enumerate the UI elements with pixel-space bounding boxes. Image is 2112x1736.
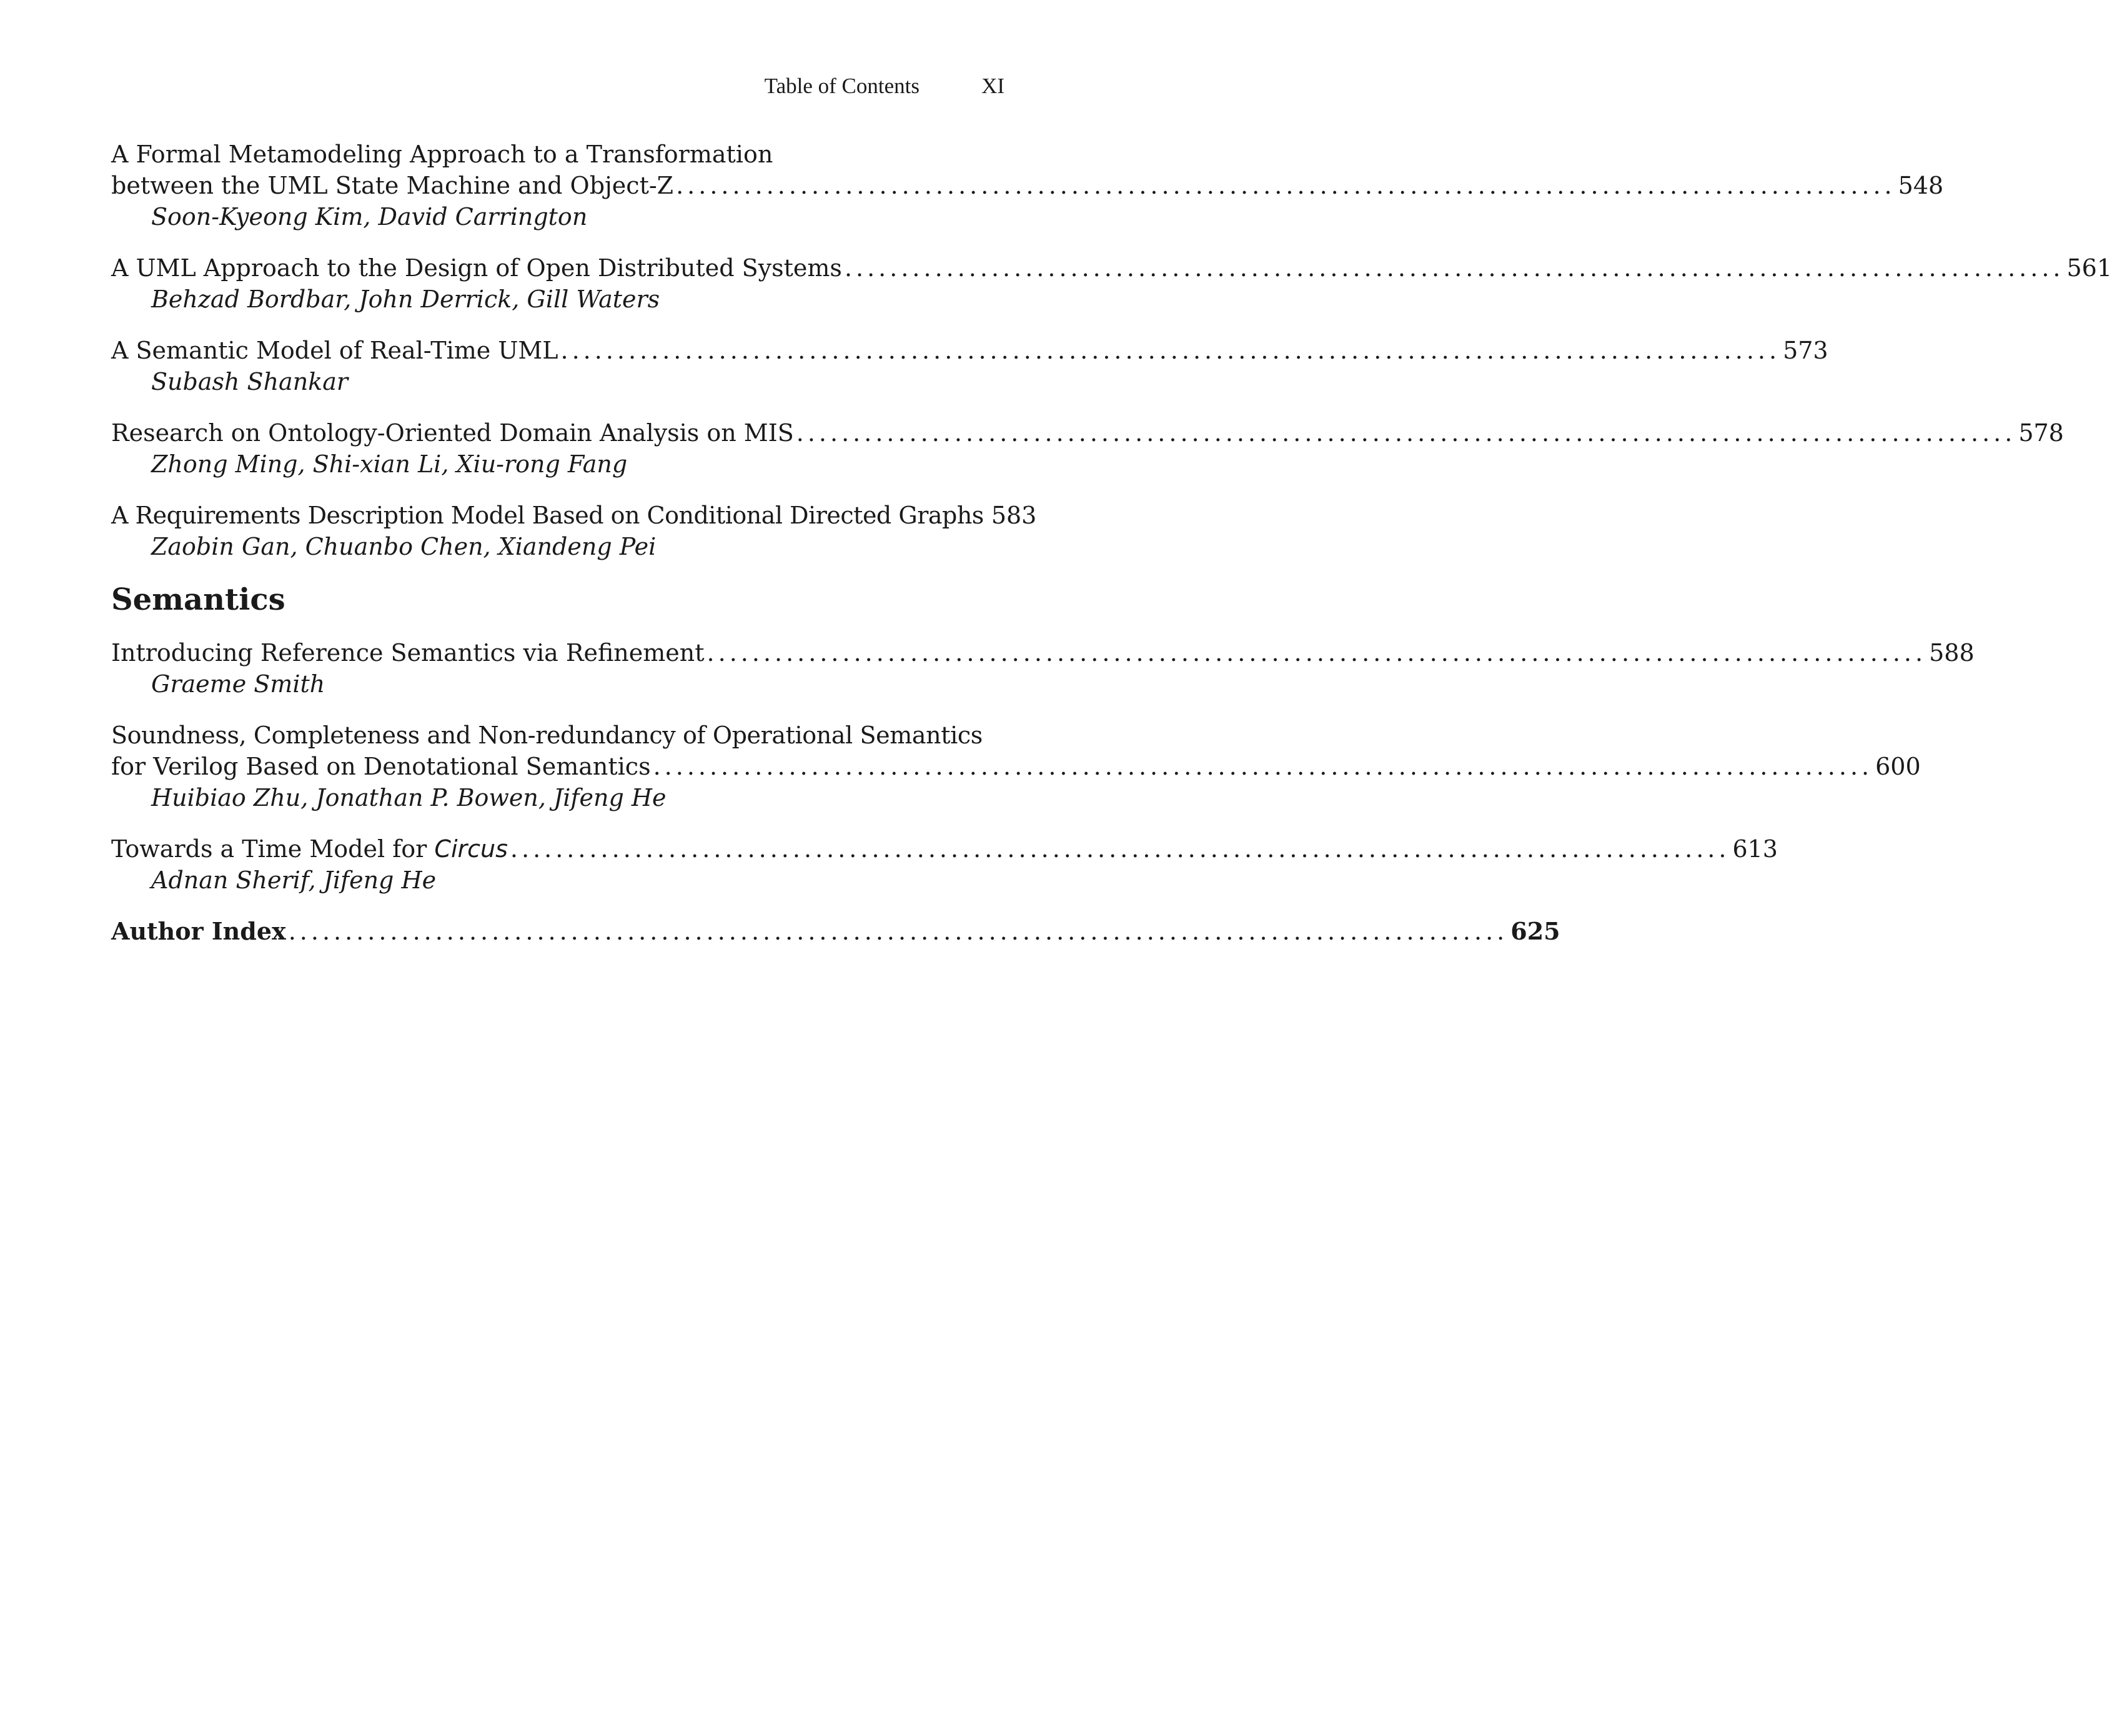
- header-page-number: XI: [981, 74, 1004, 98]
- entry-authors: Adnan Sherif, Jifeng He: [151, 866, 437, 894]
- author-index-label: Author Index: [111, 917, 286, 945]
- entry-authors: Subash Shankar: [151, 368, 349, 395]
- dot-leader: ............................................................................................................: [560, 337, 1781, 364]
- entry-page: 613: [1732, 835, 1778, 863]
- entry-authors: Behzad Bordbar, John Derrick, Gill Waters: [151, 285, 660, 313]
- toc-entry: [111, 417, 2064, 480]
- entry-authors: Zhong Ming, Shi-xian Li, Xiu-rong Fang: [151, 450, 628, 478]
- dot-leader: ............................................................................................................: [288, 918, 1509, 945]
- entry-title: between the UML State Machine and Object-Z: [111, 172, 674, 199]
- entry-authors: Soon-Kyeong Kim, David Carrington: [151, 203, 588, 231]
- entry-title-line: [111, 252, 2112, 284]
- toc-entry: [111, 833, 1778, 896]
- entry-page: 573: [1783, 337, 1828, 364]
- entry-page: 578: [2018, 419, 2064, 447]
- table-of-contents: [111, 139, 2112, 967]
- entry-title-line: [111, 170, 1944, 201]
- entry-title: Introducing Reference Semantics via Refinement: [111, 639, 705, 667]
- entry-title-line1: A Formal Metamodeling Approach to a Transformation: [111, 141, 773, 168]
- entry-authors: Zaobin Gan, Chuanbo Chen, Xiandeng Pei: [151, 533, 657, 560]
- entry-page: 588: [1929, 639, 1975, 667]
- toc-entry: [111, 637, 1975, 700]
- entry-authors: Graeme Smith: [151, 670, 325, 698]
- section-heading: Semantics: [111, 582, 285, 617]
- entry-title: A Requirements Description Model Based on Conditional Directed Graphs: [111, 502, 984, 529]
- dot-leader: ............................................................................................................: [706, 639, 1927, 667]
- entry-page: 561: [2066, 254, 2112, 282]
- entry-title-line: [111, 335, 1828, 366]
- header-title: Table of Contents: [764, 74, 920, 98]
- entry-title: A UML Approach to the Design of Open Distributed Systems: [111, 254, 842, 282]
- entry-title: [111, 833, 508, 865]
- entry-title-line: [111, 637, 1975, 668]
- entry-title: A Semantic Model of Real-Time UML: [111, 337, 558, 364]
- entry-title-line: [111, 751, 1921, 782]
- entry-title-italic: Circus: [434, 835, 508, 863]
- entry-title-line: [111, 833, 1778, 865]
- entry-page: 583: [991, 502, 1037, 529]
- toc-entry: [111, 500, 1037, 562]
- entry-title-line: [111, 417, 2064, 449]
- entry-page: 600: [1875, 753, 1921, 780]
- entry-title-line: [111, 916, 1560, 947]
- running-header: [111, 74, 1004, 104]
- entry-authors: Huibiao Zhu, Jonathan P. Bowen, Jifeng He: [151, 784, 667, 811]
- toc-entry: [111, 252, 2112, 315]
- toc-entry-author-index: [111, 916, 1560, 947]
- entry-title-text: Towards a Time Model for: [111, 835, 427, 863]
- dot-leader: ............................................................................................................: [676, 172, 1896, 199]
- dot-leader: ............................................................................................................: [653, 753, 1873, 780]
- dot-leader: ............................................................................................................: [844, 254, 2065, 282]
- toc-entry: [111, 335, 1828, 397]
- entry-title: Research on Ontology-Oriented Domain Analysis on MIS: [111, 419, 794, 447]
- entry-title-line: [111, 500, 1037, 531]
- dot-leader: ............................................................................................................: [796, 419, 2016, 447]
- entry-title-line1: Soundness, Completeness and Non-redundancy of Operational Semantics: [111, 722, 983, 749]
- toc-entry: [111, 720, 1921, 813]
- entry-page: 548: [1898, 172, 1944, 199]
- toc-entry: [111, 139, 1944, 232]
- author-index-page: 625: [1510, 917, 1560, 945]
- entry-title: for Verilog Based on Denotational Semantics: [111, 753, 651, 780]
- dot-leader: ............................................................................................................: [510, 835, 1730, 863]
